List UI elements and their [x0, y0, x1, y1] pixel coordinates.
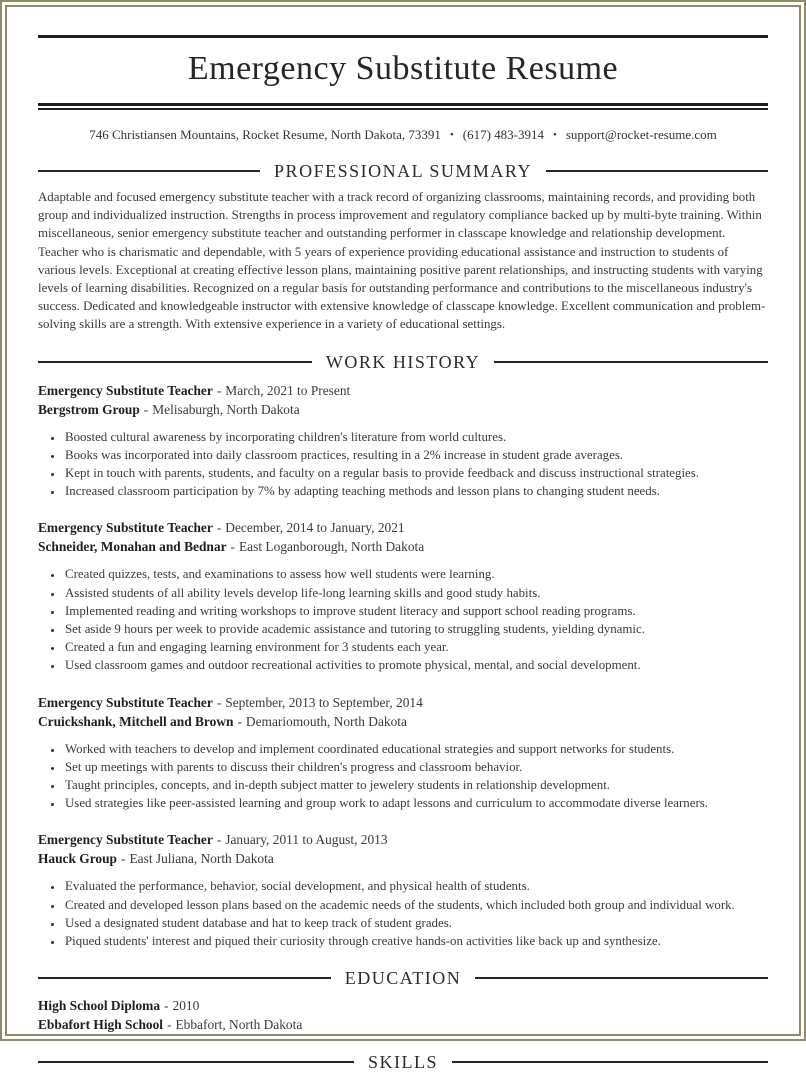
education-degree: High School Diploma: [38, 998, 161, 1014]
section-title: SKILLS: [368, 1052, 439, 1073]
section-title: WORK HISTORY: [325, 351, 481, 372]
job-location: Demariomouth, North Dakota: [245, 713, 407, 729]
job-dates: January, 2011 to August, 2013: [225, 832, 388, 848]
bullet-item: • Increased classroom participation by 7% by adapting teaching methods and lesson plans to changing student needs.: [63, 482, 768, 500]
bullet-item: • Assisted students of all ability levels develop life-long learning skills and good study habits.: [63, 584, 768, 602]
job-dates: September, 2013 to September, 2014: [225, 694, 423, 710]
heading-rule-right: [494, 361, 768, 363]
job-company: Cruickshank, Mitchell and Brown: [38, 713, 234, 729]
job-dates: December, 2014 to January, 2021: [225, 520, 405, 536]
job-location: Melisaburgh, North Dakota: [152, 401, 300, 417]
heading-rule-right: [546, 170, 768, 172]
job-entry: [38, 381, 768, 501]
section-heading-skills: [38, 1050, 768, 1074]
contact-phone: (617) 483-3914: [462, 127, 544, 142]
job-dates: March, 2021 to Present: [225, 382, 351, 398]
job-bullet-list: [38, 428, 768, 501]
separator-dot: •: [552, 129, 557, 141]
title-bottom-rule-thin: [38, 108, 768, 110]
dash-separator: -: [216, 382, 222, 398]
job-bullet-list: [38, 877, 768, 950]
job-location: East Loganborough, North Dakota: [238, 539, 425, 555]
job-entry: [38, 518, 768, 674]
dash-separator: -: [216, 832, 222, 848]
dash-separator: -: [121, 851, 126, 867]
education-location: Ebbafort, North Dakota: [175, 1017, 303, 1033]
heading-rule-left: [38, 977, 331, 979]
page-title: Emergency Substitute Resume: [187, 50, 619, 87]
dash-separator: -: [164, 998, 169, 1014]
heading-rule-right: [452, 1061, 768, 1063]
job-company-line: [38, 712, 768, 731]
title-bottom-rule-thick: [38, 103, 768, 106]
bullet-item: • Worked with teachers to develop and implement coordinated educational strategies and support networks for students.: [63, 740, 768, 758]
separator-dot: •: [449, 129, 454, 141]
job-title-line: [38, 518, 768, 537]
section-title: PROFESSIONAL SUMMARY: [274, 161, 532, 181]
job-title-line: [38, 693, 768, 712]
job-company-line: [38, 400, 768, 419]
bullet-item: • Created quizzes, tests, and examinations to assess how well students were learning.: [63, 565, 768, 583]
bullet-item: • Books was incorporated into daily classroom practices, resulting in a 2% increase in student grade averages.: [63, 446, 768, 464]
heading-rule-left: [38, 361, 312, 363]
heading-rule-right: [475, 977, 768, 979]
summary-text: Adaptable and focused emergency substitute teacher with a track record of organizing classrooms, maintaining records, and providing both group and individualized instruction. Strengths in process improvement and regulatory compliance backed up by multi-byte training. Within miscellaneous, senior emergency substitute teacher and outstanding performer in classcape knowledge and relationship development. Teacher who is charismatic and dependable, with 5 years of experience providing educational assistance and instruction to students of various levels. Exceptional at creating effective lesson plans, maintaining positive parent relationships, and instructing students with varying levels of learning disabilities. Recognized on a regular basis for outstanding performance and contributions to the miscellaneous industry's success. Dedicated and knowledgeable instructor with extensive knowledge of classcape knowledge. Excellent communication and problem-solving skills are a strength. With extensive experience in a variety of educational settings.: [38, 190, 766, 332]
bullet-item: • Created and developed lesson plans based on the academic needs of the students, which included both group and individual work.: [63, 896, 768, 914]
job-company: Hauck Group: [38, 851, 118, 867]
dash-separator: -: [167, 1017, 172, 1033]
section-title: EDUCATION: [344, 968, 462, 989]
bullet-item: • Piqued students' interest and piqued their curiosity through creative hands-on activities like back up and synthesize.: [63, 932, 768, 950]
bullet-item: • Used a designated student database and hat to keep track of student grades.: [63, 914, 768, 932]
education-school: Ebbafort High School: [38, 1017, 164, 1033]
bullet-item: • Boosted cultural awareness by incorporating children's literature from world cultures.: [63, 428, 768, 446]
dash-separator: -: [237, 713, 242, 729]
education-school-line: [38, 1015, 768, 1034]
bullet-item: • Evaluated the performance, behavior, social development, and physical health of students.: [63, 877, 768, 895]
dash-separator: -: [216, 520, 222, 536]
bullet-item: • Taught principles, concepts, and in-depth subject matter to jewelery students in relationship development.: [63, 776, 768, 794]
bullet-item: • Used classroom games and outdoor recreational activities to promote physical, mental, and social development.: [63, 656, 768, 674]
job-entry: [38, 693, 768, 813]
bullet-item: • Created a fun and engaging learning environment for 3 students each year.: [63, 638, 768, 656]
contact-address: 746 Christiansen Mountains, Rocket Resume, North Dakota, 73391: [89, 127, 441, 142]
title-top-rule: [38, 35, 768, 38]
job-company: Schneider, Monahan and Bednar: [38, 539, 227, 555]
heading-rule-left: [38, 1061, 354, 1063]
heading-rule-left: [38, 170, 260, 172]
job-title-line: [38, 381, 768, 400]
job-company: Bergstrom Group: [38, 401, 140, 417]
section-heading-professional-summary: [38, 159, 768, 183]
bullet-item: • Set up meetings with parents to discuss their children's progress and classroom behavior.: [63, 758, 768, 776]
bullet-item: • Kept in touch with parents, students, and faculty on a regular basis to provide feedback and discuss instructional strategies.: [63, 464, 768, 482]
job-title: Emergency Substitute Teacher: [38, 832, 213, 848]
dash-separator: -: [216, 694, 222, 710]
job-title: Emergency Substitute Teacher: [38, 694, 213, 710]
job-title: Emergency Substitute Teacher: [38, 520, 213, 536]
job-bullet-list: [38, 565, 768, 674]
bullet-item: • Set aside 9 hours per week to provide academic assistance and tutoring to struggling students, yielding dynamic.: [63, 620, 768, 638]
contact-line: [38, 127, 768, 143]
education-entry: [38, 996, 768, 1034]
job-company-line: [38, 537, 768, 556]
job-location: East Juliana, North Dakota: [129, 851, 274, 867]
job-title: Emergency Substitute Teacher: [38, 382, 213, 398]
job-title-line: [38, 830, 768, 849]
job-entry: [38, 830, 768, 950]
bullet-item: • Implemented reading and writing workshops to improve student literacy and support school reading programs.: [63, 602, 768, 620]
resume-content: [2, 35, 804, 1074]
dash-separator: -: [143, 401, 149, 417]
job-bullet-list: [38, 740, 768, 813]
education-degree-line: [38, 996, 768, 1015]
job-company-line: [38, 849, 768, 868]
education-year: 2010: [172, 998, 200, 1014]
contact-email: support@rocket-resume.com: [565, 127, 717, 142]
section-heading-work-history: [38, 350, 768, 374]
dash-separator: -: [230, 539, 235, 555]
title-bottom-rule: [38, 103, 768, 110]
section-heading-education: [38, 966, 768, 990]
bullet-item: • Used strategies like peer-assisted learning and group work to adapt lessons and curriculum to accommodate diverse learners.: [63, 794, 768, 812]
